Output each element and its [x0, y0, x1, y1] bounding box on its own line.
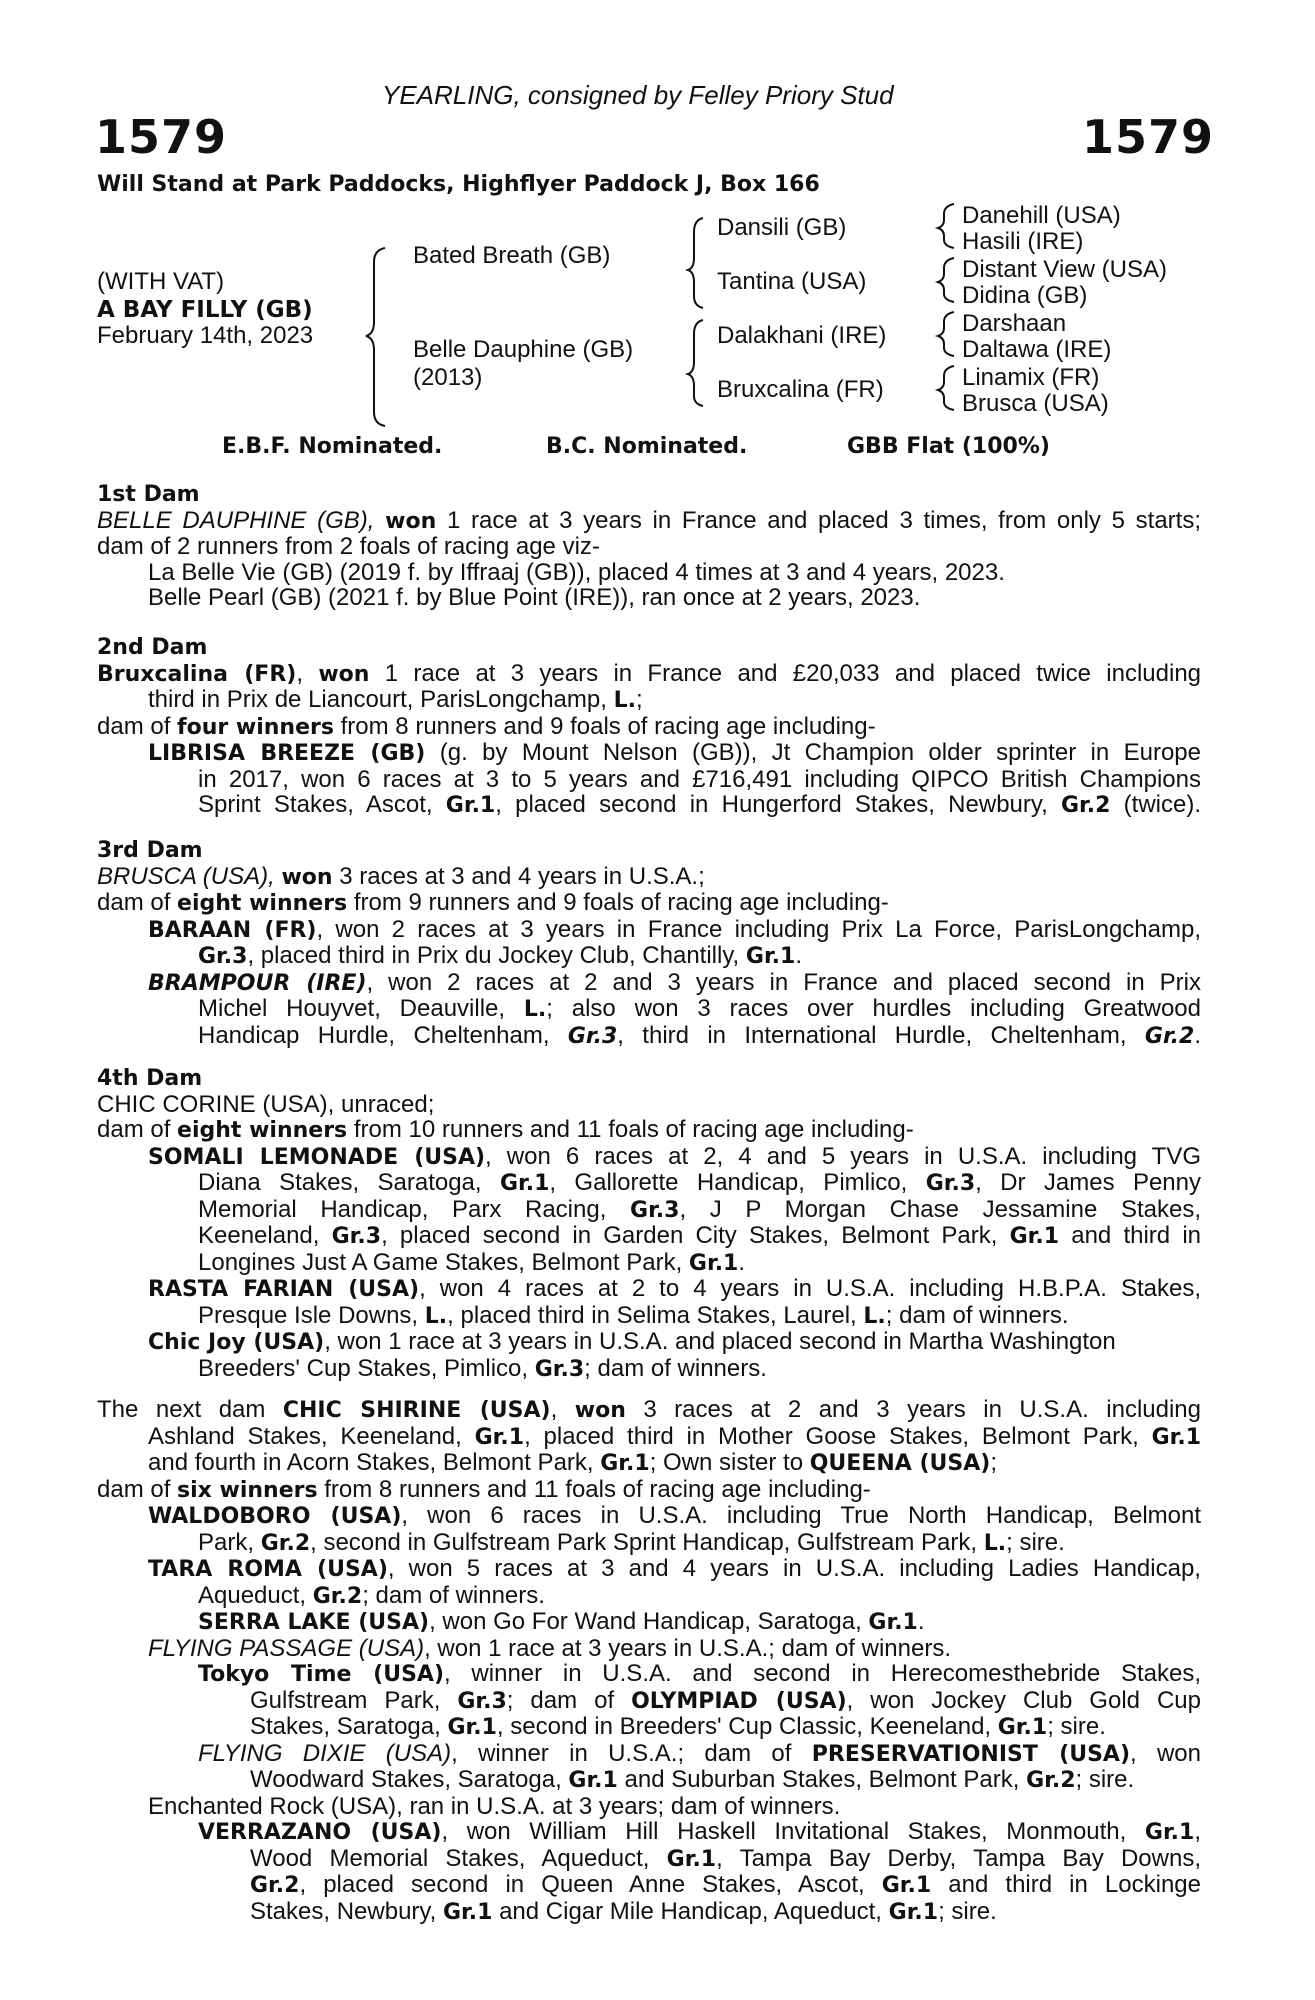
- dam-dam-dam: Brusca (USA): [962, 390, 1109, 417]
- sire-dam-dam: Didina (GB): [962, 282, 1088, 309]
- bc-nomination: B.C. Nominated.: [546, 434, 748, 459]
- third-dam-section: 3rd Dam BRUSCA (USA), won 3 races at 3 and 4 years in U.S.A.; dam of eight winners from 9 runners and 9 foals of racing age including- BARAAN (FR), won 2 races at 3 years in France including Prix La Force, ParisLongchamp, Gr.3, placed third in Prix du Jockey Club, Chantilly, Gr.1. BRAMPOUR (IRE), won 2 races at 2 and 3 years in France and placed second in Prix Michel Houyvet, Deauville, L.; also won 3 races over hurdles including Greatwood Handicap Hurdle, Cheltenham, Gr.3, third in International Hurdle, Cheltenham, Gr.2.: [97, 838, 1202, 1049]
- dam-sire-dam: Daltawa (IRE): [962, 336, 1112, 363]
- dam-sire: Dalakhani (IRE): [717, 322, 887, 349]
- produce-librisa-breeze: LIBRISA BREEZE (GB): [148, 741, 426, 766]
- lot-number-left: 1579: [95, 110, 228, 164]
- produce-belle-pearl: Belle Pearl (GB) (2021 f. by Blue Point (IRE)), ran once at 2 years, 2023.: [148, 584, 921, 611]
- produce-la-belle-vie: La Belle Vie (GB) (2019 f. by Iffraaj (GB)), placed 4 times at 3 and 4 years, 2023.: [148, 558, 1005, 586]
- produce-flying-passage: FLYING PASSAGE (USA): [148, 1634, 425, 1662]
- horse-name: A BAY FILLY (GB): [97, 297, 313, 323]
- second-dam-section: 2nd Dam Bruxcalina (FR), won 1 race at 3 years in France and £20,033 and placed twice including third in Prix de Liancourt, ParisLongchamp, L.; dam of four winners from 8 runners and 9 foals of racing age including- LIBRISA BREEZE (GB) (g. by Mount Nelson (GB)), Jt Champion older sprinter in Europe in 2017, won 6 races at 3 to 5 years and £716,491 including QIPCO British Champions Sprint Stakes, Ascot, Gr.1, placed second in Hungerford Stakes, Newbury, Gr.2 (twice).: [97, 635, 1202, 818]
- sire-dam: Tantina (USA): [717, 268, 867, 295]
- produce-enchanted-rock: Enchanted Rock (USA), ran in U.S.A. at 3 years; dam of winners.: [148, 1792, 841, 1820]
- sire-dam-sire: Distant View (USA): [962, 256, 1167, 283]
- consignment-line: YEARLING, consigned by Felley Priory Stud: [382, 80, 894, 110]
- dam-sire-sire: Darshaan: [962, 310, 1067, 337]
- produce-baraan: BARAAN (FR): [148, 917, 317, 943]
- ebf-nomination: E.B.F. Nominated.: [222, 434, 443, 459]
- produce-brampour: BRAMPOUR (IRE): [148, 970, 367, 996]
- next-dam-name: CHIC SHIRINE (USA): [282, 1398, 551, 1423]
- fourth-dam-title: 4th Dam: [97, 1066, 203, 1091]
- third-dam-title: 3rd Dam: [97, 838, 203, 863]
- sire-name: Bated Breath (GB): [413, 242, 611, 269]
- produce-flying-dixie: FLYING DIXIE (USA): [198, 1739, 452, 1767]
- next-dam-section: The next dam CHIC SHIRINE (USA), won 3 races at 2 and 3 years in U.S.A. including Ashland Stakes, Keeneland, Gr.1, placed third in Mother Goose Stakes, Belmont Park, Gr.1 and fourth in Acorn Stakes, Belmont Park, Gr.1; Own sister to QUEENA (USA); dam of six winners from 8 runners and 11 foals of racing age including- WALDOBORO (USA), won 6 races in U.S.A. including True North Handicap, Belmont Park, Gr.2, second in Gulfstream Park Sprint Handicap, Gulfstream Park, L.; sire. TARA ROMA (USA), won 5 races at 3 and 4 years in U.S.A. including Ladies Handicap, Aqueduct, Gr.2; dam of winners. SERRA LAKE (USA), won Go For Wand Handicap, Saratoga, Gr.1. FLYING PASSAGE (USA), won 1 race at 3 years in U.S.A.; dam of winners. Tokyo Time (USA), winner in U.S.A. and second in Herecomesthebride Stakes, Gulfstream Park, Gr.3; dam of OLYMPIAD (USA), won Jockey Club Gold Cup Stakes, Saratoga, Gr.1, second in Breeders' Cup Classic, Keeneland, Gr.1; sire. FLYING DIXIE (USA), winner in U.S.A.; dam of PRESERVATIONIST (USA), won Woodward Stakes, Saratoga, Gr.1 and Suburban Stakes, Belmont Park, Gr.2; sire. Enchanted Rock (USA), ran in U.S.A. at 3 years; dam of winners. VERRAZANO (USA), won William Hill Haskell Invitational Stakes, Monmouth, Gr.1, Wood Memorial Stakes, Aqueduct, Gr.1, Tampa Bay Derby, Tampa Bay Downs, Gr.2, placed second in Queen Anne Stakes, Ascot, Gr.1 and third in Lockinge Stakes, Newbury, Gr.1 and Cigar Mile Handicap, Aqueduct, Gr.1; sire.: [97, 1396, 1202, 1925]
- dam-dam: Bruxcalina (FR): [717, 376, 884, 403]
- first-dam-name: BELLE DAUPHINE (GB),: [97, 506, 386, 534]
- fourth-dam-section: 4th Dam CHIC CORINE (USA), unraced; dam of eight winners from 10 runners and 11 foals of racing age including- SOMALI LEMONADE (USA), won 6 races at 2, 4 and 5 years in U.S.A. including TVG Diana Stakes, Saratoga, Gr.1, Gallorette Handicap, Pimlico, Gr.3, Dr James Penny Memorial Handicap, Parx Racing, Gr.3, J P Morgan Chase Jessamine Stakes, Keeneland, Gr.3, placed second in Garden City Stakes, Belmont Park, Gr.1 and third in Longines Just A Game Stakes, Belmont Park, Gr.1. RASTA FARIAN (USA), won 4 races at 2 to 4 years in U.S.A. including H.B.P.A. Stakes, Presque Isle Downs, L., placed third in Selima Stakes, Laurel, L.; dam of winners. Chic Joy (USA), won 1 race at 3 years in U.S.A. and placed second in Martha Washington Breeders' Cup Stakes, Pimlico, Gr.3; dam of winners.: [97, 1066, 1202, 1382]
- first-dam-title: 1st Dam: [97, 482, 200, 507]
- third-dam-name: BRUSCA (USA),: [97, 862, 282, 890]
- gbb-nomination: GBB Flat (100%): [847, 434, 1050, 459]
- vat-note: (WITH VAT): [97, 268, 225, 295]
- second-dam-name: Bruxcalina (FR): [97, 661, 297, 687]
- dam-name: Belle Dauphine (GB): [413, 336, 634, 363]
- first-dam-produce-summary: dam of 2 runners from 2 foals of racing age viz-: [97, 533, 600, 560]
- produce-rasta-farian: RASTA FARIAN (USA): [148, 1277, 420, 1302]
- stand-location: Will Stand at Park Paddocks, Highflyer Paddock J, Box 166: [97, 172, 820, 197]
- produce-tara-roma: TARA ROMA (USA): [148, 1557, 388, 1582]
- fourth-dam-name: CHIC CORINE (USA), unraced;: [97, 1090, 435, 1118]
- foaling-date: February 14th, 2023: [97, 322, 314, 349]
- sire-sire-sire: Danehill (USA): [962, 202, 1121, 229]
- second-dam-title: 2nd Dam: [97, 635, 208, 660]
- produce-chic-joy: Chic Joy (USA): [148, 1330, 325, 1355]
- dam-dam-sire: Linamix (FR): [962, 364, 1100, 391]
- sire-sire: Dansili (GB): [717, 214, 847, 241]
- produce-tokyo-time: Tokyo Time (USA): [198, 1662, 445, 1687]
- produce-verrazano: VERRAZANO (USA): [198, 1820, 442, 1845]
- produce-somali-lemonade: SOMALI LEMONADE (USA): [148, 1144, 486, 1170]
- produce-serra-lake: SERRA LAKE (USA): [198, 1610, 430, 1635]
- dam-foaling-year: (2013): [413, 364, 483, 391]
- first-dam-section: 1st Dam BELLE DAUPHINE (GB), won 1 race at 3 years in France and placed 3 times, from only 5 starts; dam of 2 runners from 2 foals of racing age viz- La Belle Vie (GB) (2019 f. by Iffraaj (GB)), placed 4 times at 3 and 4 years, 2023. Belle Pearl (GB) (2021 f. by Blue Point (IRE)), ran once at 2 years, 2023.: [97, 482, 1201, 611]
- lot-number-right: 1579: [1082, 110, 1215, 164]
- produce-waldoboro: WALDOBORO (USA): [148, 1504, 402, 1529]
- sire-sire-dam: Hasili (IRE): [962, 228, 1084, 255]
